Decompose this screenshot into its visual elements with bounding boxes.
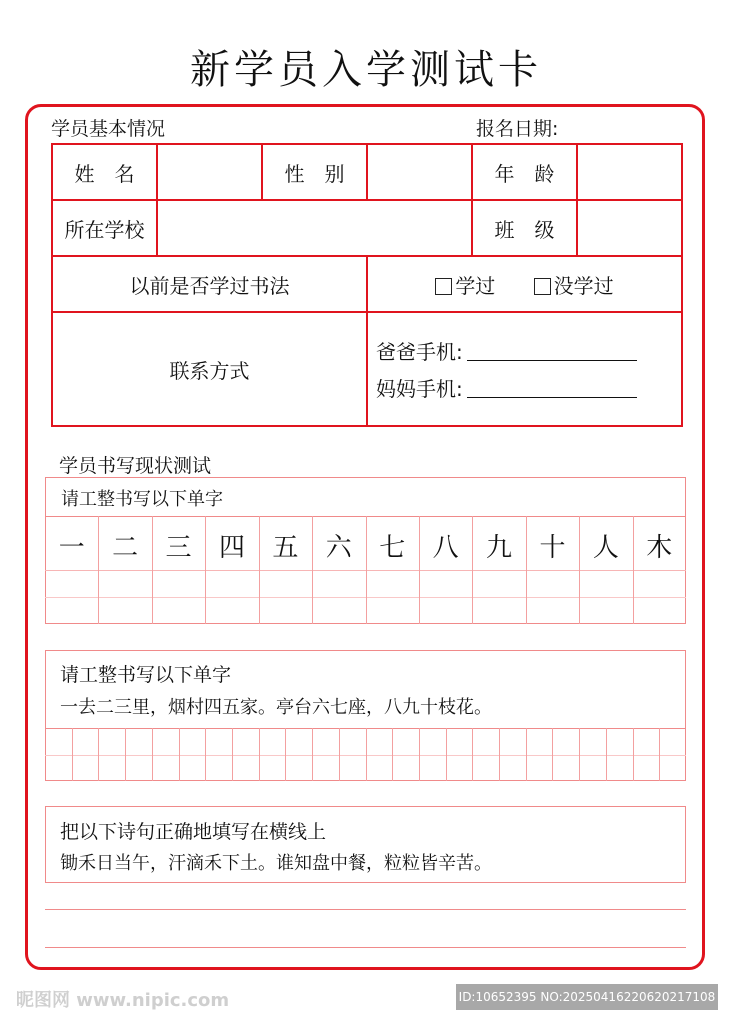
signup-date-label: 报名日期: (476, 118, 559, 140)
part2-grid-line (232, 728, 233, 781)
part2-grid-line (259, 728, 260, 781)
part2-grid-line (606, 728, 607, 781)
option-no-label: 没学过 (553, 273, 614, 298)
dad-phone-input[interactable] (467, 342, 637, 361)
calligraphy-options (367, 256, 682, 312)
school-field[interactable] (157, 200, 472, 256)
watermark-left: 昵图网 www.nipic.com (16, 990, 230, 1011)
model-char: 人 (592, 533, 619, 563)
part2-grid-line (579, 728, 580, 781)
part2-grid-line (339, 728, 340, 781)
option-yes[interactable] (435, 270, 495, 299)
option-yes-label: 学过 (455, 273, 496, 298)
mom-phone-row (368, 373, 681, 402)
part2-grid-line (205, 728, 206, 781)
answer-line-1[interactable] (45, 909, 686, 910)
class-label: 班 级 (472, 200, 577, 256)
part2-grid-line (392, 728, 393, 781)
gender-field[interactable] (367, 144, 472, 200)
contact-fields (367, 312, 682, 426)
model-char: 三 (165, 533, 192, 563)
contact-label: 联系方式 (52, 312, 367, 426)
part3-instruction: 把以下诗句正确地填写在横线上 (60, 821, 327, 843)
part2-grid-line (633, 728, 634, 781)
model-char: 木 (646, 533, 673, 563)
part2-instruction: 请工整书写以下单字 (60, 664, 232, 686)
writing-test-section-label: 学员书写现状测试 (59, 455, 212, 477)
model-char: 五 (272, 533, 299, 563)
page-title: 新学员入学测试卡 (190, 47, 542, 93)
part3-text: 锄禾日当午，汗滴禾下土。谁知盘中餐，粒粒皆辛苦。 (60, 853, 492, 874)
part2-grid-line (179, 728, 180, 781)
basic-info-table (51, 143, 683, 427)
part2-grid-line (98, 728, 99, 781)
dad-phone-label: 爸爸手机: (376, 340, 463, 364)
part2-grid-line (366, 728, 367, 781)
age-label: 年 龄 (472, 144, 577, 200)
model-char: 一 (58, 533, 85, 563)
part2-grid-line (285, 728, 286, 781)
part2-grid-line (526, 728, 527, 781)
school-label: 所在学校 (52, 200, 157, 256)
model-char: 四 (218, 533, 245, 563)
part2-grid-line (499, 728, 500, 781)
model-char: 八 (432, 533, 459, 563)
part2-grid-line (72, 728, 73, 781)
name-label: 姓 名 (52, 144, 157, 200)
gender-label: 性 别 (262, 144, 367, 200)
mom-phone-label: 妈妈手机: (376, 377, 463, 401)
part2-grid-line (419, 728, 420, 781)
part2-grid-line (472, 728, 473, 781)
mom-phone-input[interactable] (467, 379, 637, 398)
part2-grid-line (125, 728, 126, 781)
model-char: 九 (486, 533, 513, 563)
dad-phone-row (368, 336, 681, 365)
part2-grid-line (446, 728, 447, 781)
watermark-right: ID:10652395 NO:20250416220620217108 (456, 984, 718, 1010)
part2-text: 一去二三里，烟村四五家。亭台六七座，八九十枝花。 (60, 697, 492, 718)
answer-line-2[interactable] (45, 947, 686, 948)
part2-grid-line (312, 728, 313, 781)
basic-info-section-label: 学员基本情况 (51, 118, 166, 140)
part2-grid-line (552, 728, 553, 781)
calligraphy-question: 以前是否学过书法 (52, 256, 367, 312)
part2-grid-line (659, 728, 660, 781)
class-field[interactable] (577, 200, 682, 256)
checkbox-no[interactable] (534, 278, 551, 295)
name-field[interactable] (157, 144, 262, 200)
age-field[interactable] (577, 144, 682, 200)
model-char: 六 (325, 533, 352, 563)
part2-grid-line (152, 728, 153, 781)
part1-instruction: 请工整书写以下单字 (61, 489, 223, 510)
model-char: 七 (379, 533, 406, 563)
model-char: 十 (539, 533, 566, 563)
option-no[interactable] (534, 270, 614, 299)
model-char: 二 (112, 533, 139, 563)
checkbox-yes[interactable] (435, 278, 452, 295)
